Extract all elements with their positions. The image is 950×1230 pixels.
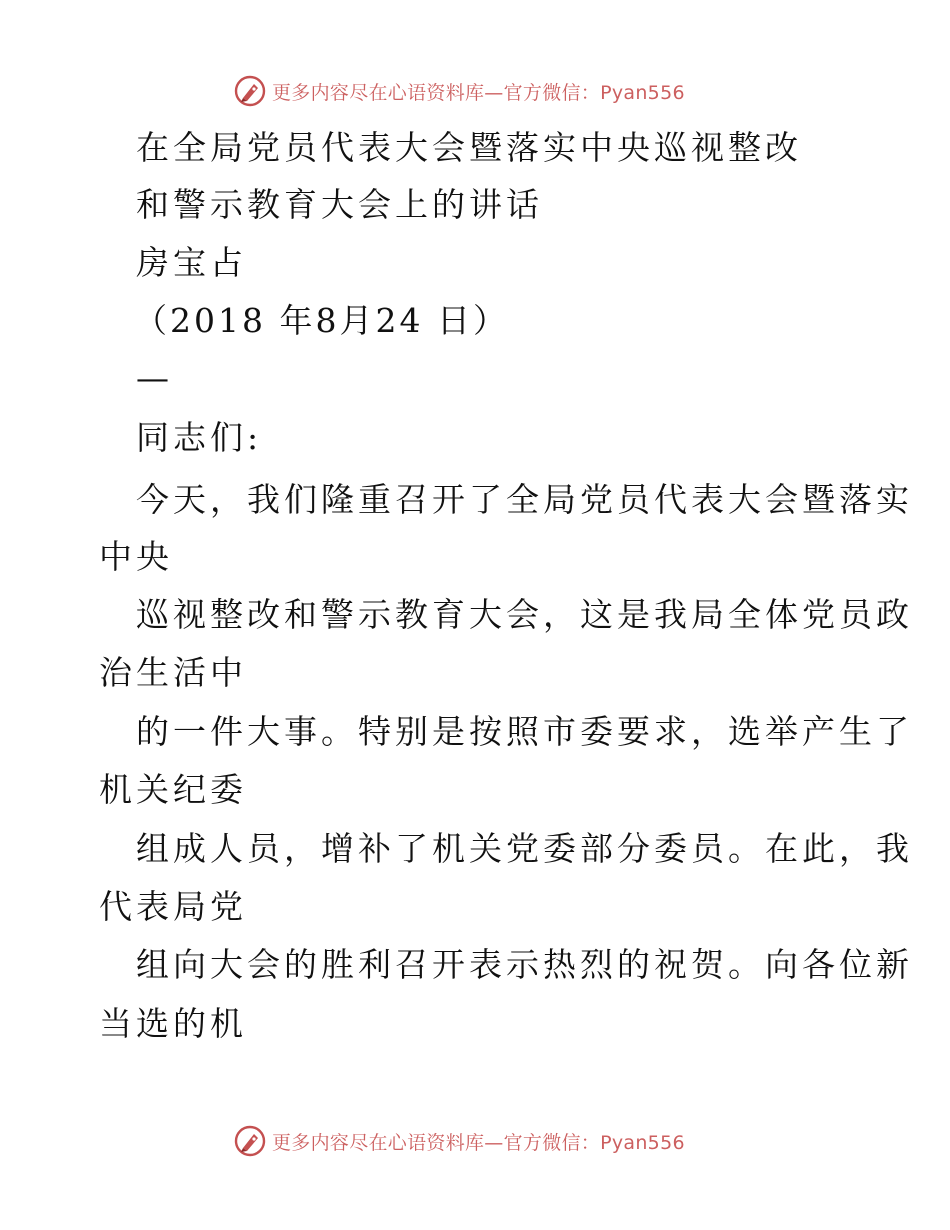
pen-nib-logo-icon (234, 75, 266, 107)
watermark-text: 更多内容尽在心语资料库—官方微信：Pyan556 (272, 1131, 685, 1154)
body-line: 中央 (99, 537, 173, 576)
header-watermark (234, 74, 685, 108)
body-line: 巡视整改和警示教育大会，这是我局全体党员政 (136, 595, 913, 634)
body-line: 组向大会的胜利召开表示热烈的祝贺。向各位新 (136, 945, 913, 984)
footer-watermark (234, 1124, 685, 1158)
author-name: 房宝占 (136, 243, 247, 282)
body-line: 代表局党 (99, 887, 247, 926)
document-title-line-1: 在全局党员代表大会暨落实中央巡视整改 (136, 128, 802, 167)
speech-date: （2018 年8月24 日） (134, 301, 509, 340)
body-line: 机关纪委 (99, 770, 247, 809)
watermark-text: 更多内容尽在心语资料库—官方微信：Pyan556 (272, 81, 685, 104)
pen-nib-logo-icon (234, 1125, 266, 1157)
body-line: 当选的机 (99, 1004, 247, 1043)
body-line: 今天，我们隆重召开了全局党员代表大会暨落实 (136, 480, 913, 519)
body-line: 的一件大事。特别是按照市委要求，选举产生了 (136, 712, 913, 751)
body-line: 治生活中 (99, 653, 247, 692)
salutation: 同志们: (136, 418, 263, 457)
document-title-line-2: 和警示教育大会上的讲话 (136, 185, 543, 224)
separator-dash: — (136, 358, 173, 397)
body-line: 组成人员，增补了机关党委部分委员。在此，我 (136, 829, 913, 868)
